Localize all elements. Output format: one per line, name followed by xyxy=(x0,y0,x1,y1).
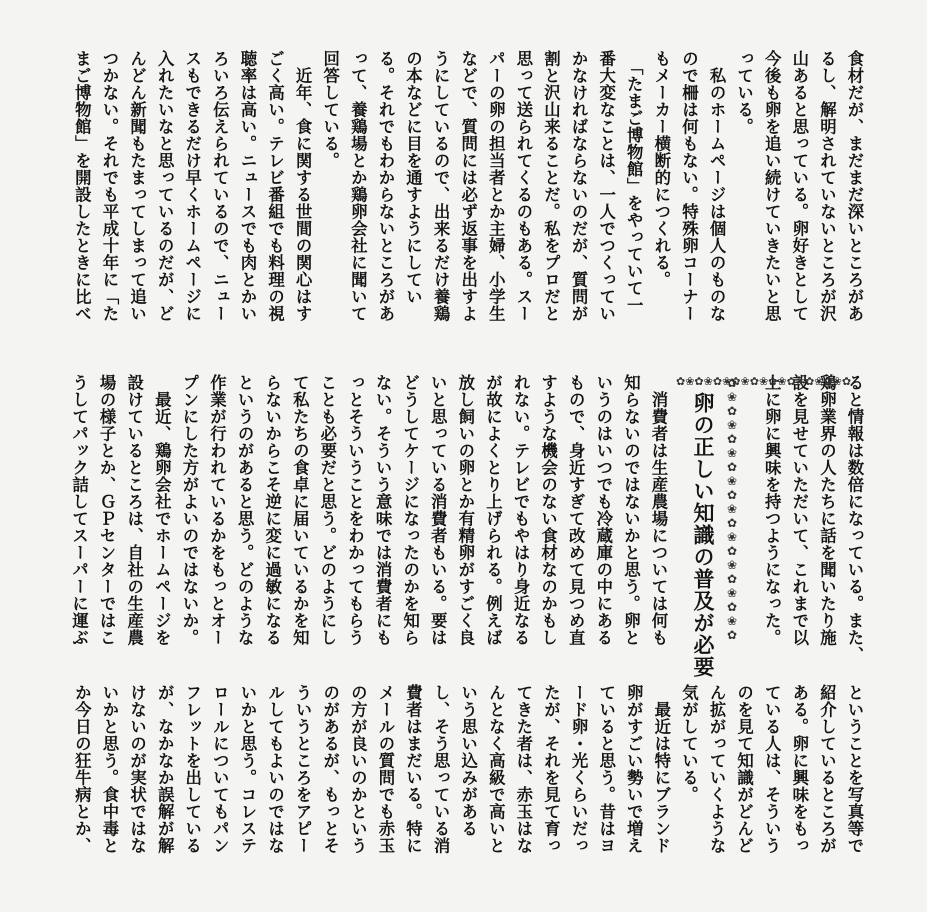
text-line: 費者はまだいる。特に xyxy=(403,684,423,854)
text-line: たが、それを見て育っ xyxy=(541,684,561,854)
text-line: の方が良いのかという xyxy=(348,684,368,854)
text-line: 聴率は高い。ニュースでも肉とかい xyxy=(237,50,257,322)
text-line: ろいろ伝えられているので、ニュー xyxy=(210,50,230,322)
text-line: る。それでもわからないところがあ xyxy=(375,50,395,322)
text-line: の本などに目を通すようにしてい xyxy=(403,50,423,305)
text-line: 作業が行われているかをもっとオー xyxy=(207,374,227,646)
text-line: もメーカー横断的につくれる。 xyxy=(651,50,671,288)
text-line: ている人は、そういう xyxy=(762,684,782,854)
section-heading: 卵の正しい知識の普及が必要 xyxy=(691,392,715,678)
text-line: 気がしている。 xyxy=(679,684,699,803)
text-line: し、そう思っている消 xyxy=(431,684,451,854)
text-line: ごく高い。テレビ番組でも料理の視 xyxy=(265,50,285,322)
text-line: ういうところをアピー xyxy=(293,684,313,854)
text-line: ロールについてもパン xyxy=(210,684,230,854)
text-line: ていると思う。昔はヨ xyxy=(596,684,616,854)
text-line: プンにした方がよいのではないか。 xyxy=(179,374,199,646)
text-line: が故によくとり上げられる。例えば xyxy=(483,374,503,646)
text-line: ード卵・光くらいだっ xyxy=(569,684,589,854)
text-line: 上に卵に興味を持つようになった。 xyxy=(762,374,782,646)
text-line: て私たちの食卓に届いているかを知 xyxy=(290,374,310,646)
text-line: かなければならないのだが、質問が xyxy=(569,50,589,322)
text-line: が、なかなか誤解が解 xyxy=(155,684,175,854)
text-line: 場の様子とか、ＧＰセンターではこ xyxy=(97,374,117,646)
text-line: 鶏卵業界の人たちに話を聞いたり施 xyxy=(817,374,837,646)
text-line: のがあるが、もっとそ xyxy=(320,684,340,854)
text-line: るし、解明されていないところが沢 xyxy=(817,50,837,322)
text-line: 紹介しているところが xyxy=(817,684,837,854)
text-line: 思って送られてくるのもある。スー xyxy=(513,50,533,322)
text-line: か今日の狂牛病とか、 xyxy=(72,684,92,854)
text-line: パーの卵の担当者とか主婦、小学生 xyxy=(486,50,506,322)
text-line: のを見て知識がどんど xyxy=(734,684,754,854)
text-line: 最近、鶏卵会社でホームページを xyxy=(152,374,172,646)
text-column-top xyxy=(60,50,868,350)
text-column-mid-right xyxy=(752,374,868,663)
text-line: ると情報は数倍になっている。また、 xyxy=(845,374,864,663)
text-line: 私のホームページは個人のものな xyxy=(707,50,727,322)
text-line: 卵がすごい勢いで増え xyxy=(624,684,644,854)
text-line: うにしているので、出来るだけ養鶏 xyxy=(431,50,451,322)
text-line: スもできるだけ早くホームページに xyxy=(182,50,202,322)
text-line: 知らないのではないかと思う。卵と xyxy=(621,374,641,646)
text-line: 山あると思っている。卵好きとして xyxy=(789,50,809,322)
text-line: というのがあると思う。どのような xyxy=(235,374,255,646)
text-line: などで、質問には必ず返事を出すよ xyxy=(458,50,478,322)
text-line: てきた者は、赤玉はな xyxy=(513,684,533,854)
text-line: ある。卵に興味をもっ xyxy=(789,684,809,854)
flower-ornament: ✿❀✿❀✿❀✿❀✿❀✿❀✿❀✿❀✿❀✿ xyxy=(725,376,739,642)
text-line: ので柵は何もない。特殊卵コーナー xyxy=(679,50,699,322)
text-column-bottom xyxy=(60,684,868,894)
text-line: 今後も卵を追い続けていきたいと思 xyxy=(762,50,782,322)
text-line: いと思っている消費者もいる。要は xyxy=(428,374,448,646)
text-line: 「たまご博物館」をやっていて一 xyxy=(624,50,644,314)
text-line: ということを写真等で xyxy=(845,684,864,854)
text-line: 放し飼いの卵とか有精卵がすごく良 xyxy=(455,374,475,646)
text-line: らないからこそ逆に変に過敏になる xyxy=(262,374,282,646)
text-line: フレットを出している xyxy=(182,684,202,854)
text-line: 食材だが、まだまだ深いところがあ xyxy=(845,50,864,322)
text-line: って、養鶏場とか鶏卵会社に聞いて xyxy=(348,50,368,322)
text-line: ことも必要だと思う。どのようにし xyxy=(317,374,337,646)
text-line: どうしてケージになったのかを知ら xyxy=(400,374,420,646)
text-line: いかと思う。コレステ xyxy=(237,684,257,854)
text-line: 設けているところは、自社の生産農 xyxy=(124,374,144,646)
text-line: 設を見せていただいて、これまで以 xyxy=(789,374,809,646)
text-column-mid-left xyxy=(60,374,672,656)
text-line: っている。 xyxy=(734,50,754,135)
text-line: 入れたいなと思っているのだが、ど xyxy=(155,50,175,322)
text-line: 回答している。 xyxy=(320,50,340,169)
text-line: いう思い込みがある xyxy=(458,684,478,837)
text-line: 最近は特にブランド xyxy=(651,684,671,854)
text-line: 消費者は生産農場については何も xyxy=(649,374,668,646)
text-line: もので、身近すぎて改めて見つめ直 xyxy=(566,374,586,646)
text-line: ルしてもよいのではな xyxy=(265,684,285,854)
text-line: まご博物館」を開設したときに比べ xyxy=(72,50,92,322)
text-line: けないのが実状ではな xyxy=(127,684,147,854)
text-line: つかない。それでも平成十年に「た xyxy=(99,50,119,322)
text-line: んとなく高級で高いと xyxy=(486,684,506,854)
text-line: れない。テレビでもやはり身近なる xyxy=(511,374,531,646)
text-line: 番大変なことは、一人でつくってい xyxy=(596,50,616,322)
text-line: うしてパック詰してスーパーに運ぶ xyxy=(69,374,89,646)
text-line: いかと思う。食中毒と xyxy=(99,684,119,854)
text-line: いうのはいつでも冷蔵庫の中にある xyxy=(593,374,613,646)
text-line: っとそういうことをわかってもらう xyxy=(345,374,365,646)
text-line: ない。そういう意味では消費者にも xyxy=(373,374,393,646)
text-line: ん拡がっていくような xyxy=(707,684,727,854)
text-line: 割と沢山来ることだ。私をプロだと xyxy=(541,50,561,322)
text-line: メールの質問でも赤玉 xyxy=(375,684,395,854)
flower-ornament: ✿❀✿❀✿❀✿❀✿❀✿❀✿❀✿❀✿❀✿ xyxy=(676,375,852,388)
text-line: んどん新聞もたまってしまって追い xyxy=(127,50,147,322)
text-line: すような機会のない食材なのかもし xyxy=(538,374,558,646)
text-line: 近年、食に関する世間の関心はす xyxy=(293,50,313,322)
